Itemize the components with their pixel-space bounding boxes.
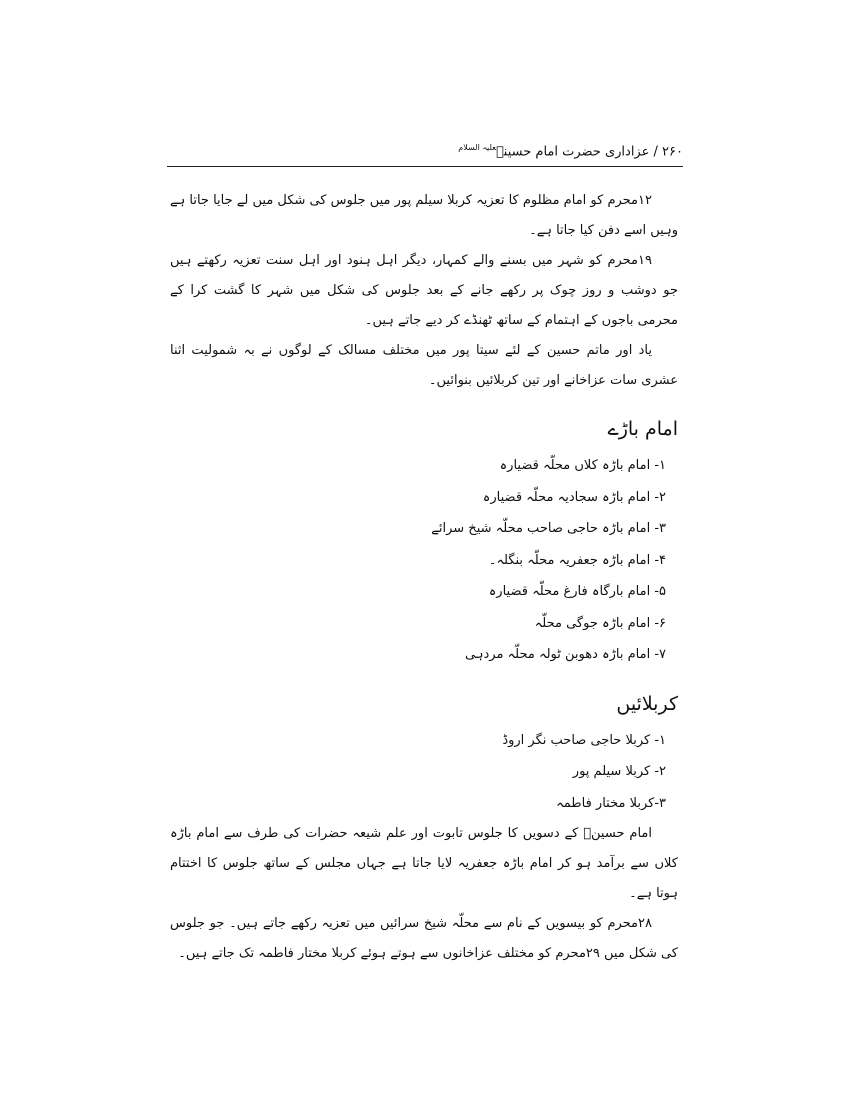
list-item: ۳- امام باڑہ حاجی صاحب محلّہ شیخ سرائے (431, 521, 666, 536)
running-header (458, 143, 683, 159)
page-body (170, 186, 678, 969)
list-item: ۱- کربلا حاجی صاحب نگر اروڈ (502, 732, 666, 748)
list-item: ۳-کربلا مختار فاطمہ (556, 795, 666, 811)
header-separator: / (653, 144, 658, 160)
paragraph-tazia-12-muharram: ۱۲محرم کو امام مظلوم کا تعزیہ کربلا سیلم پور میں جلوس کی شکل میں لے جایا جاتا ہے وہیں اسے دفن کیا جاتا ہے۔ (170, 193, 678, 238)
karbala-heading: کربلائیں (616, 692, 678, 715)
imambargah-list (170, 450, 678, 671)
page-number: ۲۶۰ (662, 144, 683, 160)
list-item: ۷- امام باڑہ دھوبن ٹولہ محلّہ مردہی (465, 647, 666, 662)
imambargah-heading: امام باڑے (607, 418, 678, 440)
paragraph-dasvan-procession: امام حسینؑ کے دسویں کا جلوس تابوت اور علم شیعہ حضرات کی طرف سے امام باڑہ کلاں سے برآمد ہو کر امام باڑہ جعفریہ لایا جاتا ہے جہاں مجلس کے ساتھ جلوس کا اختتام ہوتا ہے۔ (170, 826, 678, 901)
paragraph-beesvan-procession: ۲۸محرم کو بیسویں کے نام سے محلّہ شیخ سرائیں میں تعزیہ رکھے جاتے ہیں۔ جو جلوس کی شکل میں ۲۹محرم کو مختلف عزاخانوں سے ہوتے ہوئے کربلا مختار فاطمہ تک جاتے ہیں۔ (170, 916, 678, 961)
list-item: ۴- امام باڑہ جعفریہ محلّہ بنگلہ۔ (488, 552, 666, 568)
honorific-mark: علیہ السلام (458, 143, 496, 152)
list-item: ۲- کربلا سیلم پور (572, 764, 666, 779)
paragraph-tazia-19-muharram: ۱۹محرم کو شہر میں بسنے والے کمہار، دیگر اہل ہنود اور اہل سنت تعزیہ رکھتے ہیں جو دوشب و روز چوک پر رکھے جانے کے بعد جلوس کی شکل میں شہر کا گشت کرا کے محرمی باجوں کے اہتمام کے ساتھ ٹھنڈے کر دیے جاتے ہیں۔ (170, 253, 678, 328)
book-title: عزاداری حضرت امام حسینؑ (495, 144, 650, 160)
paragraph-azakhane-karbala: یاد اور ماتم حسین کے لئے سیتا پور میں مختلف مسالک کے لوگوں نے بہ شمولیت اثنا عشری سات عزاخانے اور تین کربلائیں بنوائیں۔ (170, 343, 678, 388)
list-item: ۵- امام بارگاہ فارغ محلّہ قضیارہ (488, 584, 666, 599)
list-item: ۲- امام باڑہ سجادیہ محلّہ قضیارہ (482, 489, 666, 505)
header-rule (167, 166, 683, 167)
karbala-list (170, 725, 678, 820)
list-item: ۱- امام باڑہ کلاں محلّہ قضیارہ (499, 458, 666, 473)
list-item: ۶- امام باڑہ جوگی محلّہ (534, 615, 666, 631)
